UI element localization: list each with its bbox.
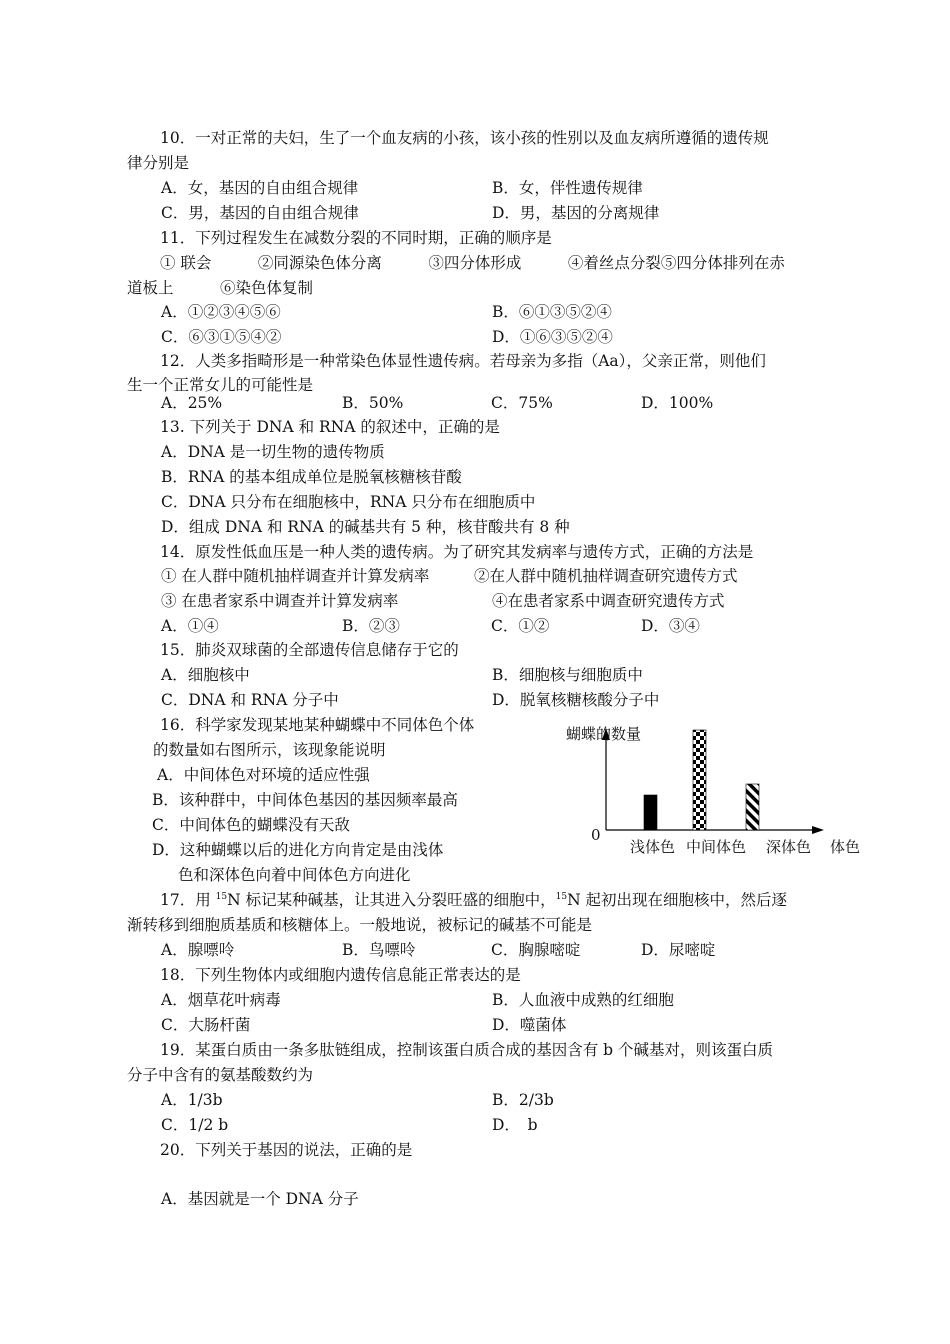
bar-1 <box>644 795 657 830</box>
q18-option-b: B．人血液中成熟的红细胞 <box>492 991 674 1009</box>
q10-option-a: A．女，基因的自由组合规律 <box>161 179 359 197</box>
q18-option-d: D．噬菌体 <box>492 1016 567 1034</box>
q18-option-c: C．大肠杆菌 <box>161 1016 251 1034</box>
q16-option-d-line1: D．这种蝴蝶以后的进化方向肯定是由浅体 <box>152 841 444 859</box>
q19-option-a: A．1/3b <box>161 1091 223 1109</box>
x-axis-arrow-icon <box>812 826 824 834</box>
q17-option-a: A．腺嘌呤 <box>161 941 235 959</box>
q14-method-2: ②在人群中随机抽样调查研究遗传方式 <box>474 567 738 585</box>
q20-stem: 20．下列关于基因的说法，正确的是 <box>160 1141 413 1159</box>
q19-option-d: D． b <box>492 1116 538 1134</box>
q13-stem: 13. 下列关于 DNA 和 RNA 的叙述中，正确的是 <box>160 418 500 436</box>
q17-stem-line1 <box>160 890 787 910</box>
q12-option-d: D．100% <box>641 394 714 412</box>
q18-option-a: A．烟草花叶病毒 <box>161 991 281 1009</box>
category-label-1: 浅体色 <box>630 838 676 856</box>
q10-option-d: D．男，基因的分离规律 <box>492 204 660 222</box>
q13-option-b: B．RNA 的基本组成单位是脱氧核糖核苷酸 <box>161 468 462 486</box>
q14-option-b: B．②③ <box>342 617 400 635</box>
q15-option-d: D．脱氧核糖核酸分子中 <box>492 691 660 709</box>
q18-stem: 18．下列生物体内或细胞内遗传信息能正常表达的是 <box>160 966 521 984</box>
q10-option-c: C．男，基因的自由组合规律 <box>161 204 359 222</box>
q17-option-c: C．胸腺嘧啶 <box>491 941 581 959</box>
q11-option-d: D．①⑥③⑤②④ <box>492 328 613 346</box>
q16-option-a: A．中间体色对环境的适应性强 <box>157 766 370 784</box>
q15-option-c: C．DNA 和 RNA 分子中 <box>161 691 339 709</box>
q11-option-a: A．①②③④⑤⑥ <box>161 303 281 321</box>
q13-option-a: A．DNA 是一切生物的遗传物质 <box>161 443 385 461</box>
bar-2 <box>693 730 706 830</box>
q12-option-b: B．50% <box>342 394 404 412</box>
q12-stem-line2: 生一个正常女儿的可能性是 <box>127 376 314 394</box>
q12-option-a: A．25% <box>161 394 223 412</box>
q13-option-c: C．DNA 只分布在细胞核中，RNA 只分布在细胞质中 <box>161 493 536 511</box>
q15-stem: 15．肺炎双球菌的全部遗传信息储存于它的 <box>160 641 459 659</box>
butterfly-color-chart <box>560 716 870 866</box>
q17-isotope-mass-1: 15 <box>215 892 228 902</box>
q17-option-b: B．鸟嘌呤 <box>342 941 416 959</box>
q17-isotope-mass-2: 15 <box>555 892 568 902</box>
q17-stem-part2: N 标记某种碱基，让其进入分裂旺盛的细胞中， <box>227 891 556 909</box>
q17-stem-part1: 17．用 <box>160 891 216 909</box>
y-axis-label: 蝴蝶的数量 <box>566 725 642 743</box>
q11-option-b: B．⑥①③⑤②④ <box>492 303 612 321</box>
q11-option-c: C．⑥③①⑤④② <box>161 328 282 346</box>
q11-list-line1: ① 联会 ②同源染色体分离 ③四分体形成 ④着丝点分裂⑤四分体排列在赤 <box>160 254 785 272</box>
q15-option-b: B．细胞核与细胞质中 <box>492 666 643 684</box>
q10-stem-line1: 10．一对正常的夫妇，生了一个血友病的小孩，该小孩的性别以及血友病所遵循的遗传规 <box>160 129 769 147</box>
q12-stem-line1: 12．人类多指畸形是一种常染色体显性遗传病。若母亲为多指（Aa），父亲正常，则他们 <box>160 352 766 370</box>
q14-stem: 14．原发性低血压是一种人类的遗传病。为了研究其发病率与遗传方式，正确的方法是 <box>160 543 754 561</box>
q14-method-1: ① 在人群中随机抽样调查并计算发病率 <box>161 567 430 585</box>
q14-method-3: ③ 在患者家系中调查并计算发病率 <box>161 592 399 610</box>
q17-option-d: D．尿嘧啶 <box>641 941 716 959</box>
q17-stem-part3: N 起初出现在细胞核中，然后逐 <box>567 891 788 909</box>
q16-stem-line1: 16．科学家发现某地某种蝴蝶中不同体色个体 <box>160 716 475 734</box>
q19-stem-line2: 分子中含有的氨基酸数约为 <box>127 1066 314 1084</box>
q20-option-a: A．基因就是一个 DNA 分子 <box>161 1190 359 1208</box>
x-axis-label: 体色 <box>830 838 861 856</box>
category-label-3: 深体色 <box>766 838 812 856</box>
q16-option-b: B．该种群中，中间体色基因的基因频率最高 <box>152 791 458 809</box>
q15-option-a: A．细胞核中 <box>161 666 250 684</box>
q16-option-c: C．中间体色的蝴蝶没有天敌 <box>152 816 350 834</box>
q11-list-line2: 道板上 ⑥染色体复制 <box>127 279 314 297</box>
bar-3 <box>746 784 759 830</box>
q10-option-b: B．女，伴性遗传规律 <box>492 179 643 197</box>
q11-stem: 11．下列过程发生在减数分裂的不同时期，正确的顺序是 <box>160 229 552 247</box>
category-label-2: 中间体色 <box>686 838 747 856</box>
q19-stem-line1: 19．某蛋白质由一条多肽链组成，控制该蛋白质合成的基因含有 b 个碱基对，则该蛋白质 <box>160 1041 774 1059</box>
q19-option-b: B．2/3b <box>492 1091 554 1109</box>
q16-option-d-line2: 色和深体色向着中间体色方向进化 <box>178 866 411 884</box>
q14-method-4: ④在患者家系中调查研究遗传方式 <box>492 592 725 610</box>
origin-label: 0 <box>591 826 601 844</box>
q12-option-c: C．75% <box>491 394 553 412</box>
q14-option-a: A．①④ <box>161 617 219 635</box>
q14-option-c: C．①② <box>491 617 550 635</box>
q13-option-d: D．组成 DNA 和 RNA 的碱基共有 5 种，核苷酸共有 8 种 <box>161 518 570 536</box>
q16-stem-line2: 的数量如右图所示，该现象能说明 <box>153 741 386 759</box>
q19-option-c: C．1/2 b <box>161 1116 229 1134</box>
q10-stem-line2: 律分别是 <box>127 154 190 172</box>
q17-stem-line2: 渐转移到细胞质基质和核糖体上。一般地说，被标记的碱基不可能是 <box>127 916 593 934</box>
q14-option-d: D．③④ <box>641 617 700 635</box>
